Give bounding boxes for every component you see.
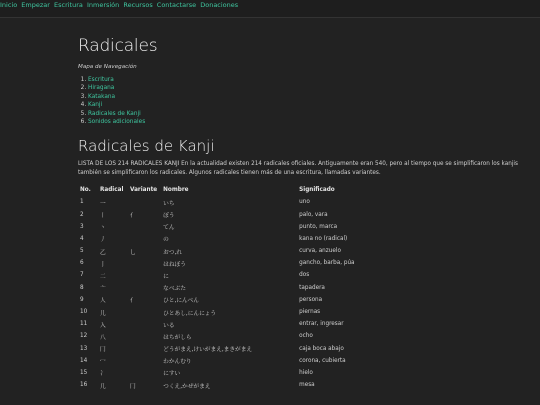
table-row [78, 221, 359, 233]
name-cell: なべぶた [163, 286, 186, 293]
meaning-cell: mesa [299, 382, 315, 389]
name-cell: どうがまえ,けいがまえ,まきがまえ [163, 347, 253, 354]
meaning-cell: caja boca abajo [299, 345, 344, 352]
name-cell: はねぼう [163, 261, 186, 268]
row-number: 12 [80, 333, 88, 340]
sitemap-link-escritura[interactable]: Escritura [88, 77, 114, 83]
meaning-cell: curva, anzuelo [299, 248, 341, 255]
sitemap-item-katakana [88, 93, 528, 101]
header-variant: Variante [130, 187, 158, 194]
name-cell: に [163, 273, 169, 280]
row-number: 11 [80, 321, 88, 328]
meaning-cell: punto, marca [299, 223, 338, 230]
variant-cell [128, 257, 161, 269]
radical-cell: 丶 [100, 225, 106, 232]
meaning-cell: gancho, barba, púa [299, 260, 355, 267]
table-row [78, 233, 359, 245]
variant-cell [128, 282, 161, 294]
radical-cell: 一 [100, 200, 106, 207]
table-row [78, 282, 359, 294]
row-number: 16 [80, 382, 88, 389]
sitemap-subtitle: Mapa de Navegación [78, 64, 137, 70]
variant-cell [128, 196, 161, 208]
variant-cell: 冂 [130, 383, 136, 390]
name-cell: ひとあし,にんにょう [163, 310, 217, 317]
row-number: 13 [80, 345, 88, 352]
page-title: Radicales [78, 36, 158, 56]
name-cell: にすい [163, 371, 181, 378]
table-row [78, 245, 359, 257]
sitemap-link-kanji[interactable]: Kanji [88, 102, 103, 109]
table-row [78, 306, 359, 318]
radical-cell: 冖 [100, 359, 106, 366]
row-number: 14 [80, 357, 88, 364]
radical-cell: 儿 [100, 310, 106, 317]
meaning-cell: kana no (radical) [299, 235, 348, 242]
name-cell: ぼう [163, 213, 175, 220]
name-cell: いる [163, 322, 175, 329]
name-cell: いち [163, 200, 175, 207]
radical-cell: 丨 [100, 213, 106, 220]
row-number: 7 [80, 272, 84, 279]
meaning-cell: palo, vara [299, 211, 328, 218]
variant-cell [128, 367, 161, 379]
nav-link-escritura[interactable]: Escritura [54, 1, 83, 9]
meaning-cell: ocho [299, 333, 313, 340]
row-number: 6 [80, 260, 84, 267]
table-row [78, 318, 359, 330]
name-cell: わかんむり [163, 359, 192, 366]
name-cell: つくえ,かぜがまえ [163, 383, 211, 390]
variant-cell: 乚 [130, 249, 136, 256]
table-row [78, 343, 359, 355]
top-navigation [0, 0, 540, 18]
nav-link-recursos[interactable]: Recursos [123, 1, 153, 9]
radical-cell: 亅 [100, 261, 106, 268]
meaning-cell: piernas [299, 309, 321, 316]
radical-cell: 人 [100, 298, 106, 305]
radical-cell: 冫 [100, 371, 106, 378]
main-content [78, 30, 528, 391]
nav-link-donaciones[interactable]: Donaciones [200, 1, 239, 9]
table-row [78, 294, 359, 306]
intro-paragraph: LISTA DE LOS 214 RADICALES KANJI En la actualidad existen 214 radicales oficiales. Antiguamente eran 540, pero al tiempo que se simplificaron los kanjis también se simplificaron los radicales. Algunos radicales tienen más de una escritura, llamadas variantes. [78, 161, 518, 176]
header-name: Nombre [163, 187, 189, 194]
meaning-cell: dos [299, 272, 310, 279]
meaning-cell: entrar, ingresar [299, 321, 344, 328]
table-header-row [78, 184, 359, 196]
row-number: 15 [80, 369, 88, 376]
sitemap-link-katakana[interactable]: Katakana [88, 93, 116, 100]
name-cell: おつ,れ [163, 249, 182, 256]
radicals-table [78, 184, 359, 391]
header-no: No. [80, 187, 91, 194]
meaning-cell: uno [299, 199, 310, 206]
variant-cell [128, 318, 161, 330]
table-row [78, 196, 359, 208]
sitemap-link-radicales[interactable]: Radicales de Kanji [88, 110, 141, 117]
row-number: 10 [80, 309, 88, 316]
variant-cell [128, 233, 161, 245]
header-radical: Radical [100, 187, 124, 194]
variant-cell [128, 355, 161, 367]
radical-cell: 冂 [100, 347, 106, 354]
section-title: Radicales de Kanji [78, 137, 215, 156]
sitemap-list [78, 76, 528, 126]
variant-cell: 亻 [130, 213, 136, 220]
name-cell: ひと,にんべん [163, 298, 199, 305]
row-number: 2 [80, 211, 84, 218]
row-number: 5 [80, 248, 84, 255]
variant-cell: 亻 [130, 298, 136, 305]
variant-cell [128, 269, 161, 281]
row-number: 3 [80, 223, 84, 230]
radical-cell: 几 [100, 383, 106, 390]
sitemap-link-hiragana[interactable]: Hiragana [88, 85, 115, 92]
nav-link-empezar[interactable]: Empezar [21, 1, 50, 9]
name-cell: の [163, 237, 169, 244]
variant-cell [128, 306, 161, 318]
radical-cell: 入 [100, 322, 106, 329]
header-meaning: Significado [299, 187, 335, 194]
table-row [78, 355, 359, 367]
sitemap-item-sonidos [88, 118, 528, 126]
variant-cell [128, 330, 161, 342]
name-cell: はちがしら [163, 334, 192, 341]
variant-cell [128, 221, 161, 233]
table-row [78, 208, 359, 220]
nav-link-contactarse[interactable]: Contactarse [156, 1, 197, 9]
nav-link-inmersion[interactable]: Inmersión [86, 1, 120, 9]
meaning-cell: tapadera [299, 284, 325, 291]
row-number: 8 [80, 284, 84, 291]
sitemap-item-hiragana [88, 84, 528, 92]
sitemap-item-radicales [88, 110, 528, 118]
radical-cell: 乙 [100, 249, 106, 256]
table-row [78, 379, 359, 391]
meaning-cell: hielo [299, 369, 313, 376]
row-number: 1 [80, 199, 84, 206]
row-number: 4 [80, 235, 84, 242]
radical-cell: 丿 [100, 237, 106, 244]
variant-cell [128, 343, 161, 355]
radical-cell: 二 [100, 273, 106, 280]
radical-cell: 亠 [100, 286, 106, 293]
table-row [78, 367, 359, 379]
nav-link-inicio[interactable]: Inicio [0, 1, 18, 9]
radical-cell: 八 [100, 334, 106, 341]
table-row [78, 257, 359, 269]
sitemap-link-sonidos[interactable]: Sonidos adicionales [88, 119, 146, 126]
meaning-cell: persona [299, 296, 323, 303]
meaning-cell: corona, cubierta [299, 357, 346, 364]
row-number: 9 [80, 296, 84, 303]
sitemap-item-escritura [88, 76, 528, 84]
sitemap-item-kanji [88, 101, 528, 109]
table-row [78, 269, 359, 281]
table-row [78, 330, 359, 342]
name-cell: てん [163, 225, 175, 232]
